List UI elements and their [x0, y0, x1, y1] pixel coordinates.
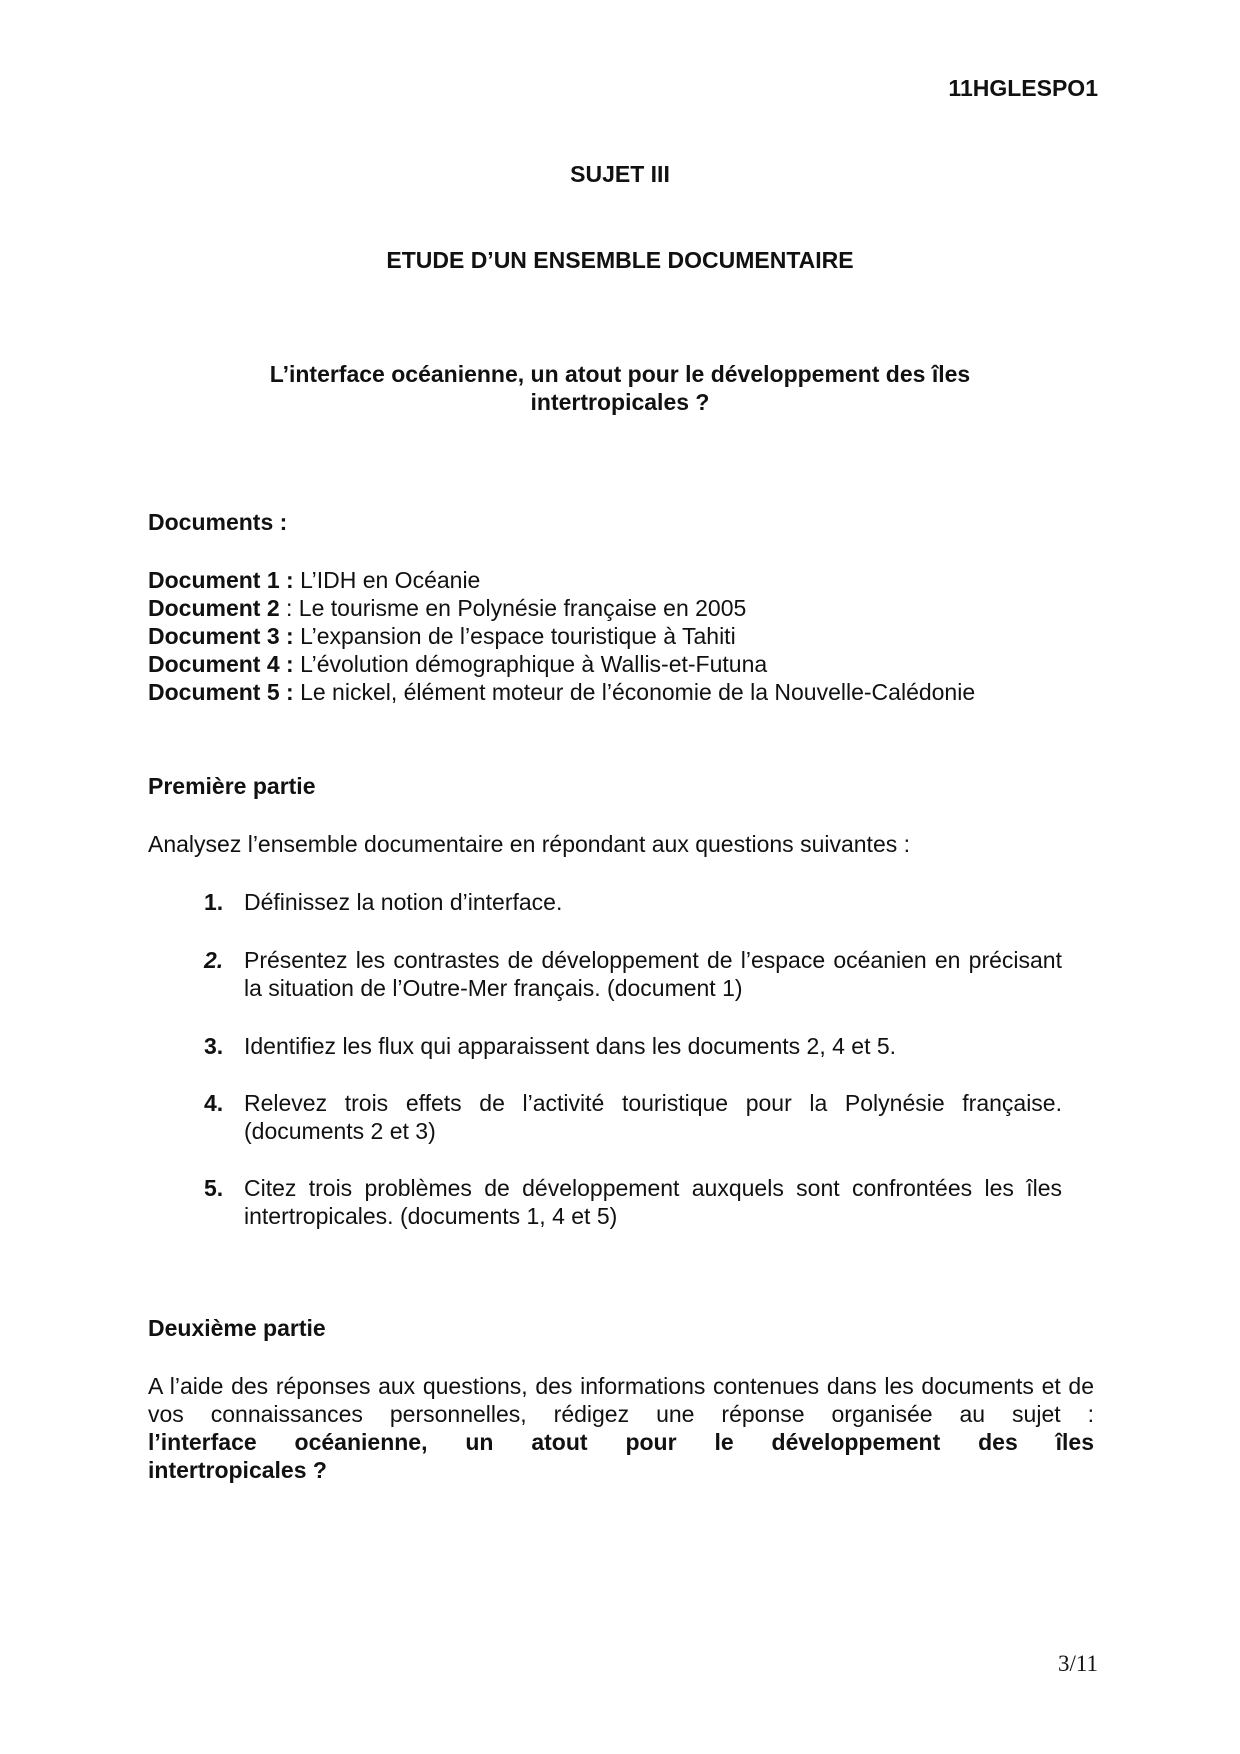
question-4 — [204, 1089, 1062, 1145]
document-title: : Le tourisme en Polynésie française en 2005 — [279, 595, 747, 621]
page-number: 3/11 — [1057, 1651, 1098, 1676]
document-item-5 — [148, 678, 1094, 706]
part2-text: A l’aide des réponses aux questions, des informations contenues dans les documents et de vos connaissances personnelles, rédigez une réponse organisée au sujet : — [148, 1373, 1094, 1427]
document-title: Le nickel, élément moteur de l’économie de la Nouvelle-Calédonie — [293, 679, 976, 705]
question-5 — [204, 1174, 1062, 1230]
part1-heading: Première partie — [148, 773, 316, 799]
document-item-4 — [148, 650, 1094, 678]
question-text: Identifiez les flux qui apparaissent dans les documents 2, 4 et 5. — [244, 1033, 897, 1059]
documents-heading: Documents : — [148, 509, 288, 535]
exercise-type: ETUDE D’UN ENSEMBLE DOCUMENTAIRE — [386, 247, 854, 273]
question-3 — [204, 1032, 1062, 1060]
document-label: Document 2 — [148, 595, 280, 621]
document-title: L’IDH en Océanie — [293, 567, 481, 593]
document-item-1 — [148, 566, 1094, 594]
document-title: L’expansion de l’espace touristique à Tahiti — [293, 623, 736, 649]
question-1 — [204, 888, 1062, 916]
document-item-2 — [148, 594, 1094, 622]
subject-title-line-2: intertropicales ? — [530, 389, 710, 415]
question-2 — [204, 946, 1062, 1002]
part2-heading: Deuxième partie — [148, 1315, 326, 1341]
document-title: L’évolution démographique à Wallis-et-Futuna — [293, 651, 768, 677]
question-number: 1. — [204, 889, 224, 915]
question-number: 2. — [204, 947, 224, 973]
document-item-3 — [148, 622, 1094, 650]
question-text: Présentez les contrastes de développement de l’espace océanien en précisant la situation de l’Outre-Mer français. (document 1) — [244, 947, 1062, 1001]
document-label: Document 3 : — [148, 623, 294, 649]
document-label: Document 4 : — [148, 651, 294, 677]
part2-instructions — [148, 1372, 1094, 1484]
question-text: Définissez la notion d’interface. — [244, 889, 563, 915]
subject-number: SUJET III — [570, 161, 670, 187]
documents-list — [148, 566, 1094, 706]
document-code: 11HGLESPO1 — [948, 75, 1098, 101]
question-text: Citez trois problèmes de développement auxquels sont confrontées les îles intertropicales. (documents 1, 4 et 5) — [244, 1175, 1062, 1229]
question-text: Relevez trois effets de l’activité touristique pour la Polynésie française. (documents 2 et 3) — [244, 1090, 1062, 1144]
document-label: Document 1 : — [148, 567, 294, 593]
part1-intro: Analysez l’ensemble documentaire en répondant aux questions suivantes : — [148, 831, 911, 857]
question-number: 4. — [204, 1090, 224, 1116]
subject-title-line-1: L’interface océanienne, un atout pour le développement des îles — [269, 361, 971, 387]
question-number: 5. — [204, 1175, 224, 1201]
document-label: Document 5 : — [148, 679, 294, 705]
part2-subject-line-2: intertropicales ? — [148, 1457, 327, 1483]
question-number: 3. — [204, 1033, 224, 1059]
part2-subject-line-1: l’interface océanienne, un atout pour le développement des îles — [148, 1429, 1094, 1455]
